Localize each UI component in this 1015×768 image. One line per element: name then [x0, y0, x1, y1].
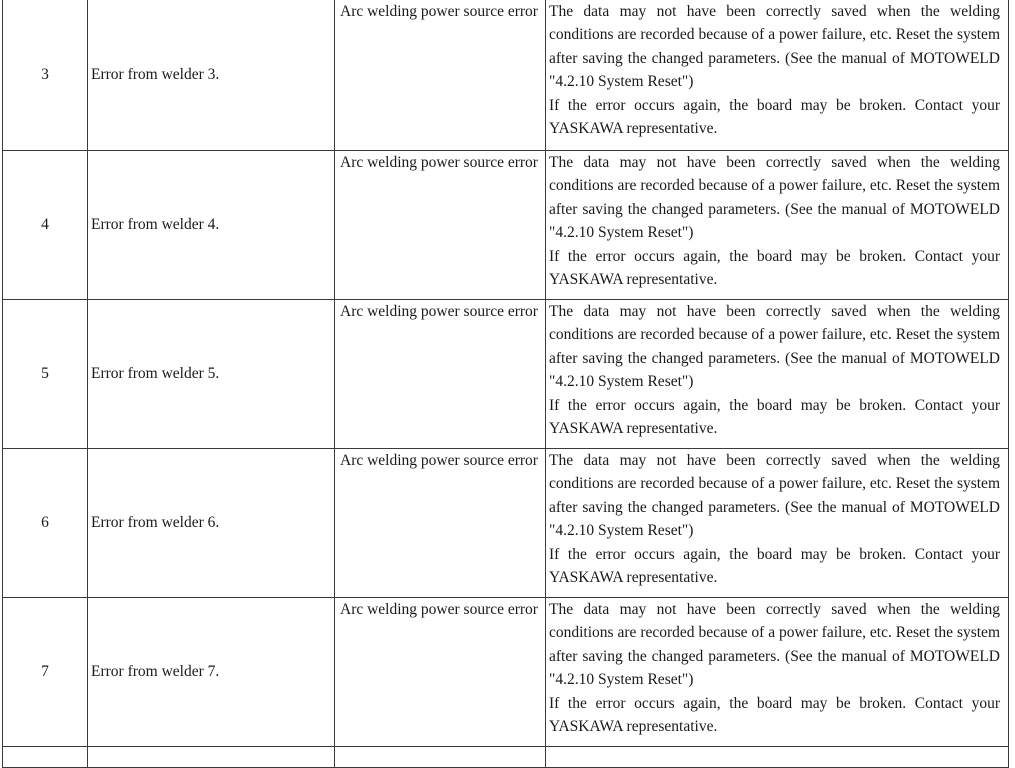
remedy-text: The data may not have been correctly saved when the welding conditions are recorded because of a power failure, etc. Reset the system after saving the changed parameters. (See the manual of MOTOWELD "4.2.10 System Reset") — [549, 303, 1000, 391]
alarm-cause: Arc welding power source error — [335, 300, 546, 449]
alarm-remedy — [546, 598, 1009, 747]
alarm-remedy — [546, 300, 1009, 449]
remedy-text: If the error occurs again, the board may be broken. Contact your YASKAWA representative. — [549, 694, 1000, 736]
alarm-cause: Arc welding power source error — [335, 598, 546, 747]
remedy-text: The data may not have been correctly saved when the welding conditions are recorded because of a power failure, etc. Reset the system after saving the changed parameters. (See the manual of MOTOWELD "4.2.10 System Reset") — [549, 452, 1000, 540]
table-row — [3, 151, 1009, 300]
alarm-cause: Arc welding power source error — [335, 449, 546, 598]
alarm-message: Error from welder 7. — [88, 598, 335, 747]
table-cell — [88, 747, 335, 768]
remedy-text: The data may not have been correctly saved when the welding conditions are recorded because of a power failure, etc. Reset the system after saving the changed parameters. (See the manual of MOTOWELD "4.2.10 System Reset") — [549, 601, 1000, 689]
alarm-number: 5 — [3, 300, 88, 449]
remedy-text: If the error occurs again, the board may be broken. Contact your YASKAWA representative. — [549, 96, 1000, 138]
alarm-cause: Arc welding power source error — [335, 0, 546, 151]
remedy-text: The data may not have been correctly saved when the welding conditions are recorded because of a power failure, etc. Reset the system after saving the changed parameters. (See the manual of MOTOWELD "4.2.10 System Reset") — [549, 154, 1000, 242]
table-row — [3, 598, 1009, 747]
table-row — [3, 0, 1009, 151]
alarm-number: 6 — [3, 449, 88, 598]
alarm-message: Error from welder 4. — [88, 151, 335, 300]
alarm-message: Error from welder 5. — [88, 300, 335, 449]
table-row — [3, 300, 1009, 449]
alarm-remedy — [546, 449, 1009, 598]
remedy-text: The data may not have been correctly saved when the welding conditions are recorded because of a power failure, etc. Reset the system after saving the changed parameters. (See the manual of MOTOWELD "4.2.10 System Reset") — [549, 3, 1000, 91]
alarm-remedy — [546, 151, 1009, 300]
table-cell — [546, 747, 1009, 768]
table-row-partial — [3, 747, 1009, 768]
remedy-text: If the error occurs again, the board may be broken. Contact your YASKAWA representative. — [549, 545, 1000, 587]
alarm-number: 3 — [3, 0, 88, 151]
alarm-number: 7 — [3, 598, 88, 747]
alarm-message: Error from welder 3. — [88, 0, 335, 151]
alarm-message: Error from welder 6. — [88, 449, 335, 598]
alarm-table — [2, 0, 1009, 768]
remedy-text: If the error occurs again, the board may be broken. Contact your YASKAWA representative. — [549, 247, 1000, 289]
table-cell — [335, 747, 546, 768]
table-row — [3, 449, 1009, 598]
alarm-number: 4 — [3, 151, 88, 300]
alarm-cause: Arc welding power source error — [335, 151, 546, 300]
table-cell — [3, 747, 88, 768]
remedy-text: If the error occurs again, the board may be broken. Contact your YASKAWA representative. — [549, 396, 1000, 438]
alarm-remedy — [546, 0, 1009, 151]
